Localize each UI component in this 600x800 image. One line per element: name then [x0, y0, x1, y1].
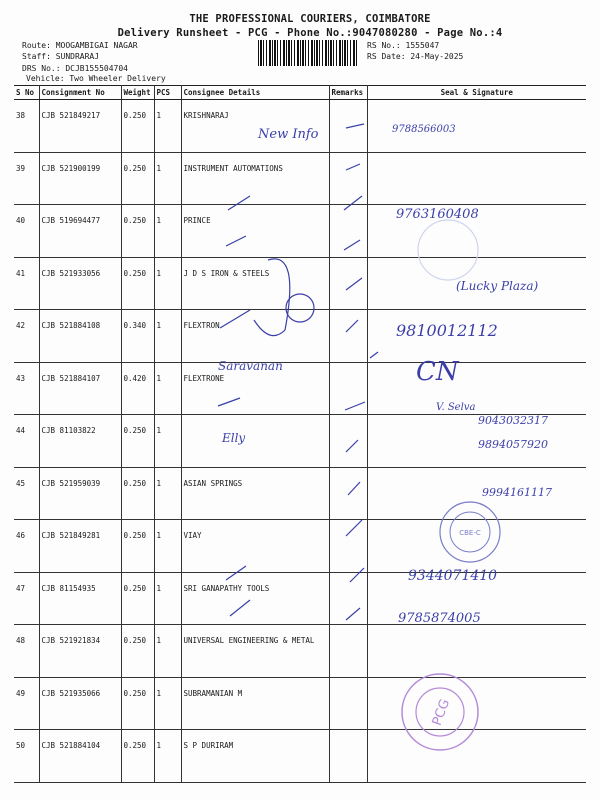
table-row [14, 730, 586, 783]
cell-consignee: FLEXTRON [181, 310, 329, 363]
col-signature: Seal & Signature [367, 86, 586, 100]
cell-signature [367, 572, 586, 625]
seal-48-text: CBE-C [459, 529, 481, 537]
cell-sno: 39 [14, 152, 39, 205]
cell-sno: 38 [14, 100, 39, 153]
cell-cons: CJB 521933056 [39, 257, 121, 310]
cell-cons: CJB 521884104 [39, 730, 121, 783]
phone-note-3: 9810012112 [396, 321, 498, 340]
lucky-plaza-note: (Lucky Plaza) [456, 279, 539, 293]
cell-sno: 46 [14, 520, 39, 573]
cell-pcs: 1 [154, 257, 181, 310]
cell-cons: CJB 521849217 [39, 100, 121, 153]
table-row [14, 415, 586, 468]
cell-weight: 0.250 [121, 257, 154, 310]
cell-weight: 0.250 [121, 467, 154, 520]
cell-signature [367, 625, 586, 678]
cell-pcs: 1 [154, 625, 181, 678]
cell-consignee: VIAY [181, 520, 329, 573]
cell-weight: 0.250 [121, 730, 154, 783]
cell-signature [367, 257, 586, 310]
cell-cons: CJB 519694477 [39, 205, 121, 258]
phone-note-4: 9043032317 [478, 414, 548, 427]
cell-pcs: 1 [154, 205, 181, 258]
cell-cons: CJB 521884108 [39, 310, 121, 363]
cell-remarks [329, 625, 367, 678]
col-sno: S No [14, 86, 39, 100]
pcg-stamp-text: PCG [429, 697, 454, 728]
cell-sno: 50 [14, 730, 39, 783]
phone-note-7: 9344071410 [408, 568, 498, 584]
cell-consignee: ASIAN SPRINGS [181, 467, 329, 520]
phone-note-6: 9994161117 [482, 486, 552, 499]
cell-remarks [329, 415, 367, 468]
cell-weight: 0.250 [121, 205, 154, 258]
table-row [14, 467, 586, 520]
phone-note-5: 9894057920 [478, 438, 548, 451]
phone-note-1: 9788566003 [392, 124, 456, 135]
cell-weight: 0.420 [121, 362, 154, 415]
cell-weight: 0.250 [121, 572, 154, 625]
cell-consignee: FLEXTRONE [181, 362, 329, 415]
cell-remarks [329, 677, 367, 730]
col-weight: Weight [121, 86, 154, 100]
cell-consignee: SRI GANAPATHY TOOLS [181, 572, 329, 625]
phone-note-2: 9763160408 [396, 207, 479, 222]
cell-pcs: 1 [154, 152, 181, 205]
cell-signature [367, 362, 586, 415]
vehicle-label: Vehicle: Two Wheeler Delivery [26, 74, 166, 83]
runsheet-subtitle: Delivery Runsheet - PCG - Phone No.:9047080280 - Page No.:4 [117, 27, 503, 39]
table-row [14, 625, 586, 678]
col-pcs: PCS [154, 86, 181, 100]
cell-sno: 44 [14, 415, 39, 468]
cell-signature [367, 205, 586, 258]
cell-sno: 41 [14, 257, 39, 310]
phone-note-8: 9785874005 [398, 611, 481, 626]
table-row [14, 205, 586, 258]
rs-number: RS No.: 1555047 [367, 41, 440, 50]
cell-pcs: 1 [154, 730, 181, 783]
cell-weight: 0.250 [121, 100, 154, 153]
cell-weight: 0.250 [121, 677, 154, 730]
cell-signature [367, 415, 586, 468]
cell-pcs: 1 [154, 415, 181, 468]
cell-cons: CJB 81154935 [39, 572, 121, 625]
table-row [14, 677, 586, 730]
cell-signature [367, 100, 586, 153]
cell-sno: 42 [14, 310, 39, 363]
cell-consignee: SUBRAMANIAN M [181, 677, 329, 730]
cell-cons: CJB 521900199 [39, 152, 121, 205]
cell-remarks [329, 152, 367, 205]
cell-weight: 0.250 [121, 625, 154, 678]
route-label: Route: MOOGAMBIGAI NAGAR [22, 41, 138, 50]
cell-remarks [329, 467, 367, 520]
cell-weight: 0.250 [121, 415, 154, 468]
cell-remarks [329, 520, 367, 573]
col-consignee: Consignee Details [181, 86, 329, 100]
cell-sno: 45 [14, 467, 39, 520]
cell-sno: 40 [14, 205, 39, 258]
cell-sno: 49 [14, 677, 39, 730]
barcode [258, 40, 358, 66]
cell-pcs: 1 [154, 677, 181, 730]
cell-pcs: 1 [154, 572, 181, 625]
cell-remarks [329, 730, 367, 783]
cell-sno: 43 [14, 362, 39, 415]
cell-consignee: J D S IRON & STEELS [181, 257, 329, 310]
company-title: THE PROFESSIONAL COURIERS, COIMBATORE [189, 13, 431, 25]
cell-sno: 47 [14, 572, 39, 625]
cell-pcs: 1 [154, 362, 181, 415]
cell-signature [367, 520, 586, 573]
cell-cons: CJB 521884107 [39, 362, 121, 415]
cell-cons: CJB 81103822 [39, 415, 121, 468]
cell-consignee: KRISHNARAJ [181, 100, 329, 153]
rs-date: RS Date: 24-May-2025 [367, 52, 464, 61]
handwritten-cn: CN [416, 357, 459, 387]
cell-remarks [329, 100, 367, 153]
runsheet-table [14, 85, 586, 783]
staff-label: Staff: SUNDRARAJ [22, 52, 100, 61]
cell-weight: 0.250 [121, 152, 154, 205]
cell-cons: CJB 521959039 [39, 467, 121, 520]
table-header-row [14, 86, 586, 100]
cell-pcs: 1 [154, 100, 181, 153]
cell-signature [367, 677, 586, 730]
cell-signature [367, 467, 586, 520]
handwritten-elly: Elly [222, 431, 246, 445]
col-remarks: Remarks [329, 86, 367, 100]
cell-consignee: PRINCE [181, 205, 329, 258]
cell-signature [367, 310, 586, 363]
cell-signature [367, 152, 586, 205]
table-row [14, 257, 586, 310]
cell-weight: 0.250 [121, 520, 154, 573]
cell-sno: 48 [14, 625, 39, 678]
col-consignment: Consignment No [39, 86, 121, 100]
cell-pcs: 1 [154, 467, 181, 520]
table-row [14, 310, 586, 363]
handwritten-selva: V. Selva [436, 402, 476, 413]
cell-pcs: 1 [154, 520, 181, 573]
cell-cons: CJB 521921834 [39, 625, 121, 678]
drs-label: DRS No.: DCJB155504704 [22, 64, 128, 73]
table-row [14, 100, 586, 153]
cell-remarks [329, 572, 367, 625]
cell-remarks [329, 205, 367, 258]
table-row [14, 362, 586, 415]
table-row [14, 152, 586, 205]
cell-remarks [329, 362, 367, 415]
cell-consignee: UNIVERSAL ENGINEERING & METAL [181, 625, 329, 678]
cell-signature [367, 730, 586, 783]
cell-cons: CJB 521935066 [39, 677, 121, 730]
cell-consignee: S P DURIRAM [181, 730, 329, 783]
cell-cons: CJB 521849281 [39, 520, 121, 573]
cell-consignee: INSTRUMENT AUTOMATIONS [181, 152, 329, 205]
cell-pcs: 1 [154, 310, 181, 363]
cell-remarks [329, 310, 367, 363]
cell-remarks [329, 257, 367, 310]
handwritten-new-info: New Info [258, 127, 319, 142]
cell-weight: 0.340 [121, 310, 154, 363]
cell-consignee [181, 415, 329, 468]
table-row [14, 520, 586, 573]
handwritten-saravanan: Saravanan [218, 359, 283, 373]
table-row [14, 572, 586, 625]
